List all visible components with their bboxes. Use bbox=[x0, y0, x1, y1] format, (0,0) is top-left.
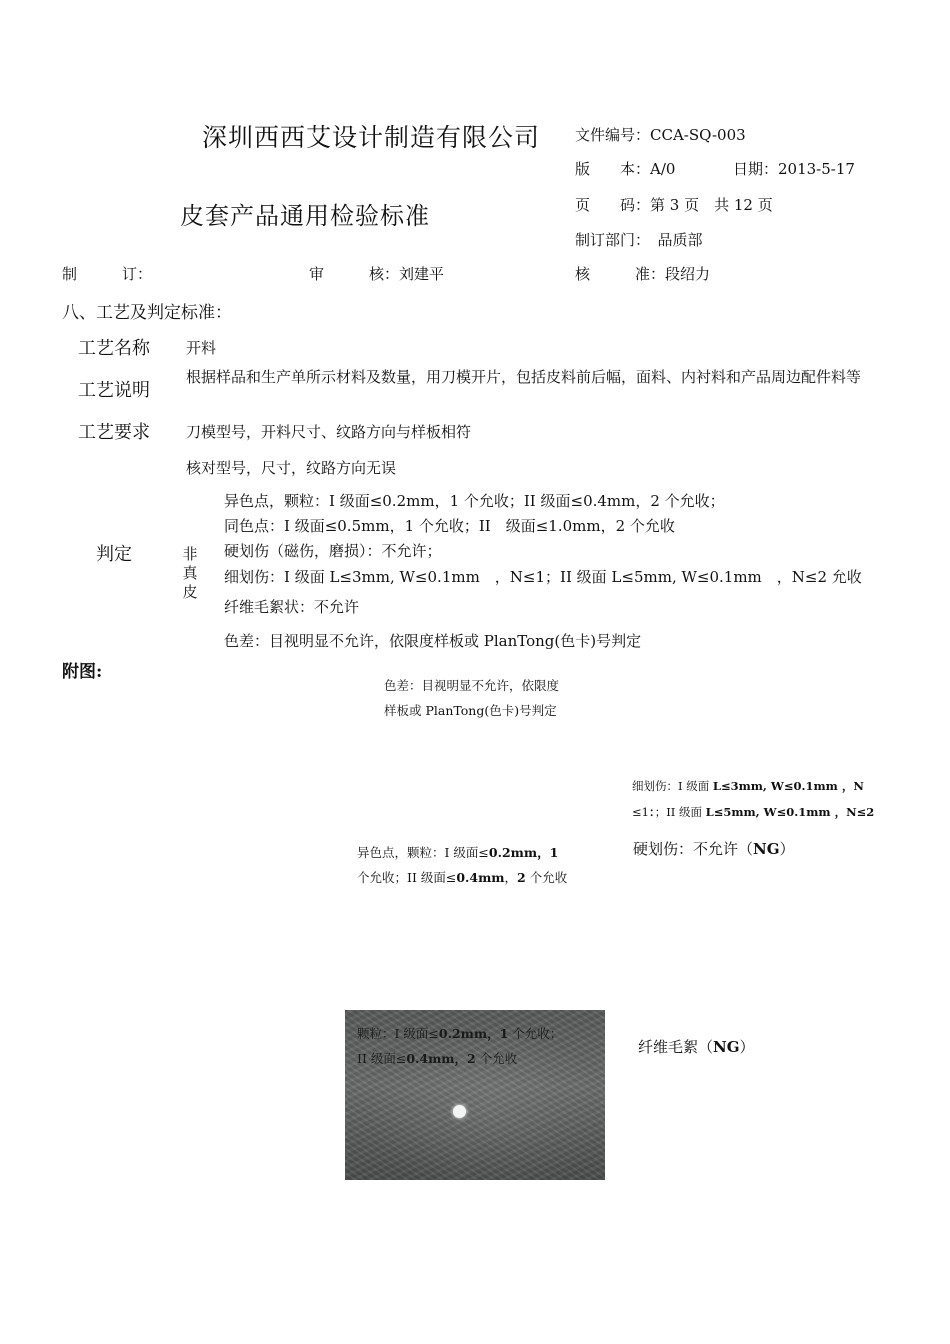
process-name-label: 工艺名称 bbox=[78, 338, 150, 359]
criteria-spots: 异色点，颗粒：I 级面≤0.2mm，1 个允收；II 级面≤0.4mm，2 个允收； bbox=[224, 492, 725, 510]
version: 版 本：A/0 bbox=[575, 160, 676, 178]
judgement-label: 判定 bbox=[96, 544, 132, 565]
photo-caption-line2: II 级面≤0.4mm，2 个允收 bbox=[357, 1051, 518, 1066]
fine-scratch-note-line1: 细划伤：I 级面 L≤3mm, W≤0.1mm ，N bbox=[632, 779, 864, 793]
criteria-same-color: 同色点：I 级面≤0.5mm，1 个允收；II 级面≤1.0mm，2 个允收 bbox=[224, 517, 675, 535]
made-by: 制 订： bbox=[62, 265, 153, 283]
process-name-value: 开料 bbox=[186, 339, 217, 357]
department: 制订部门： 品质部 bbox=[575, 231, 703, 249]
appendix-label: 附图: bbox=[62, 662, 103, 682]
criteria-hard-scratch: 硬划伤（磁伤，磨损）：不允许； bbox=[224, 542, 442, 560]
defect-spot bbox=[453, 1105, 466, 1118]
page-number: 页 码：第 3 页 共 12 页 bbox=[575, 196, 773, 214]
process-req-value: 刀模型号，开料尺寸、纹路方向与样板相符 bbox=[186, 423, 472, 441]
issue-date: 日期：2013-5-17 bbox=[733, 160, 855, 178]
check-instruction: 核对型号，尺寸，纹路方向无误 bbox=[186, 459, 397, 477]
approved-by: 核 准：段绍力 bbox=[575, 265, 711, 283]
non-leather-label: 非真皮 bbox=[182, 545, 198, 601]
hard-scratch-note: 硬划伤：不允许（NG） bbox=[633, 840, 795, 858]
criteria-fiber: 纤维毛絮状：不允许 bbox=[224, 598, 360, 616]
spot-note-line2: 个允收；II 级面≤0.4mm，2 个允收 bbox=[357, 870, 568, 885]
process-req-label: 工艺要求 bbox=[78, 422, 150, 443]
spot-note-line1: 异色点，颗粒：I 级面≤0.2mm，1 bbox=[357, 845, 559, 860]
doc-number: 文件编号：CCA-SQ-003 bbox=[575, 126, 746, 144]
fine-scratch-note-line2: ≤1：；II 级面 L≤5mm, W≤0.1mm ，N≤2 bbox=[632, 805, 875, 819]
fiber-note: 纤维毛絮（NG） bbox=[638, 1038, 755, 1056]
color-diff-note-line1: 色差：目视明显不允许，依限度 bbox=[384, 678, 560, 693]
color-diff-note-line2: 样板或 PlanTong(色卡)号判定 bbox=[384, 703, 557, 718]
reviewed-by: 审 核：刘建平 bbox=[309, 265, 445, 283]
leather-defect-photo bbox=[345, 1010, 605, 1180]
process-desc-value: 根据样品和生产单所示材料及数量，用刀模开片，包括皮料前后幅，面料、内衬料和产品周边配件料等 bbox=[186, 368, 862, 386]
company-name: 深圳西西艾设计制造有限公司 bbox=[202, 123, 541, 152]
criteria-color-diff: 色差：目视明显不允许，依限度样板或 PlanTong(色卡)号判定 bbox=[224, 632, 642, 650]
criteria-fine-scratch: 细划伤：I 级面 L≤3mm, W≤0.1mm ，N≤1；II 级面 L≤5mm, W≤0.1mm ，N≤2 允收 bbox=[224, 568, 862, 586]
photo-caption-line1: 颗粒：I 级面≤0.2mm，1 个允收； bbox=[357, 1026, 563, 1041]
document-title: 皮套产品通用检验标准 bbox=[180, 202, 430, 230]
process-desc-label: 工艺说明 bbox=[78, 380, 150, 401]
section-title: 八、工艺及判定标准： bbox=[62, 303, 232, 323]
